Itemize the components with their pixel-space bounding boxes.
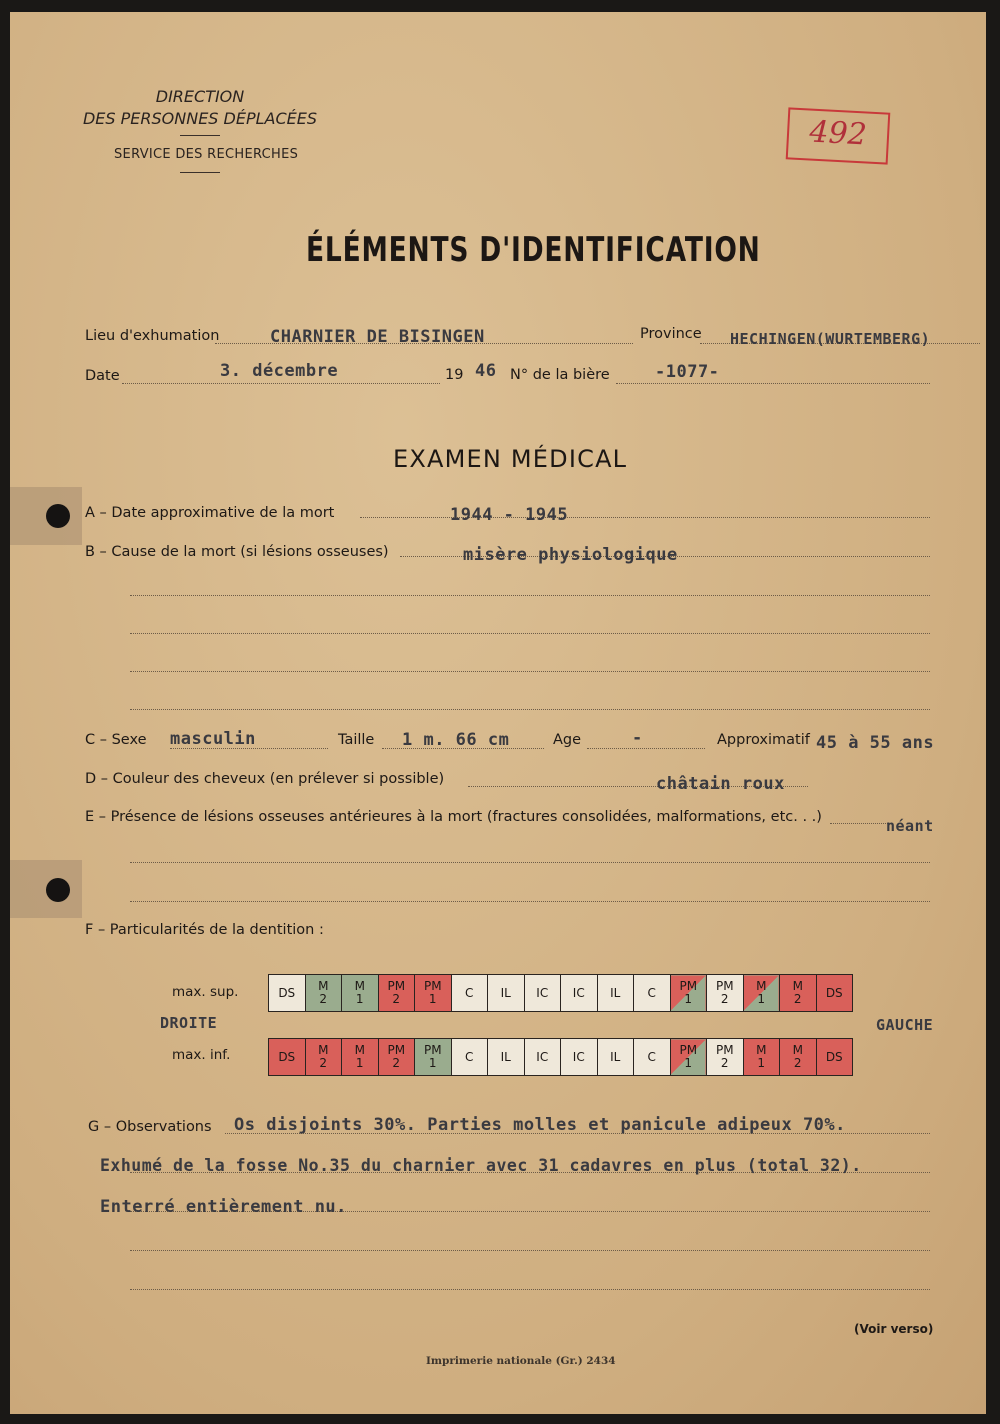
tooth-type: M [792, 1043, 803, 1057]
lower-tooth-ds [269, 1039, 306, 1076]
province-label: Province [640, 326, 702, 342]
lower-tooth-m1 [342, 1039, 379, 1076]
observation-line-3: Enterré entièrement nu. [100, 1197, 347, 1217]
e-extra-line [130, 862, 930, 863]
biere-label: N° de la bière [510, 367, 610, 383]
tooth-type: PM [423, 979, 442, 993]
printer-imprint: Imprimerie nationale (Gr.) 2434 [426, 1355, 616, 1367]
punch-hole [46, 504, 70, 528]
upper-tooth-il [597, 975, 634, 1012]
lower-tooth-pm2 [707, 1039, 744, 1076]
g-label: G – Observations [88, 1119, 212, 1135]
punch-hole [46, 878, 70, 902]
tooth-number: 2 [392, 992, 401, 1006]
d-label: D – Couleur des cheveux (en prélever si possible) [85, 771, 445, 787]
tooth-number: 1 [684, 992, 693, 1006]
header-rule [180, 172, 220, 173]
tooth-type: IC [572, 985, 585, 1000]
tooth-number: 2 [720, 992, 729, 1006]
tooth-type: IC [536, 985, 549, 1000]
upper-tooth-pm1 [415, 975, 452, 1012]
tooth-type: C [465, 1049, 474, 1064]
tooth-type: IL [610, 1049, 621, 1064]
upper-tooth-m2 [780, 975, 817, 1012]
lower-tooth-pm1 [415, 1039, 452, 1076]
tooth-type: PM [715, 979, 734, 993]
lower-tooth-m2 [305, 1039, 342, 1076]
tooth-type: M [792, 979, 803, 993]
tooth-type: PM [387, 979, 406, 993]
tooth-number: 1 [757, 1056, 766, 1070]
upper-tooth-pm2 [707, 975, 744, 1012]
upper-tooth-ic [524, 975, 561, 1012]
sexe-value: masculin [170, 729, 256, 749]
tooth-number: 1 [684, 1056, 693, 1070]
b-extra-line [130, 633, 930, 634]
date-dotted-line [122, 383, 440, 384]
d-value: châtain roux [656, 774, 785, 794]
province-value: HECHINGEN(WURTEMBERG) [730, 330, 931, 348]
lower-tooth-c [634, 1039, 671, 1076]
year-value: 46 [475, 361, 497, 381]
observation-line-1: Os disjoints 30%. Parties molles et panicule adipeux 70%. [234, 1115, 846, 1135]
tooth-number: 1 [355, 1056, 364, 1070]
header-rule [180, 135, 220, 136]
lower-tooth-c [451, 1039, 488, 1076]
e-extra-line [130, 901, 930, 902]
tooth-number: 2 [319, 992, 328, 1006]
tooth-number: 1 [757, 992, 766, 1006]
e-label: E – Présence de lésions osseuses antérieures à la mort (fractures consolidées, malformations, etc. . .) [85, 809, 822, 825]
approx-label: Approximatif [717, 732, 810, 748]
upper-tooth-ds [816, 975, 853, 1012]
taille-value: 1 m. 66 cm [402, 730, 510, 750]
b-extra-line [130, 671, 930, 672]
a-dotted-line [360, 517, 930, 518]
tooth-type: IL [610, 985, 621, 1000]
e-value: néant [886, 817, 934, 835]
header-department: DES PERSONNES DÉPLACÉES [82, 109, 318, 128]
tooth-number: 2 [319, 1056, 328, 1070]
tooth-type: DS [825, 1049, 843, 1064]
tooth-type: DS [825, 985, 843, 1000]
lower-tooth-pm2 [378, 1039, 415, 1076]
tooth-type: IL [500, 1049, 511, 1064]
tooth-type: PM [679, 979, 698, 993]
observation-line-2: Exhumé de la fosse No.35 du charnier avec 31 cadavres en plus (total 32). [100, 1156, 862, 1175]
upper-tooth-m2 [305, 975, 342, 1012]
tooth-number: 2 [793, 992, 802, 1006]
tooth-number: 2 [720, 1056, 729, 1070]
tooth-type: IL [500, 985, 511, 1000]
exam-title: EXAMEN MÉDICAL [393, 445, 628, 473]
a-value: 1944 - 1945 [450, 505, 569, 525]
tooth-number: 1 [428, 1056, 437, 1070]
tooth-type: M [354, 1043, 365, 1057]
date-label: Date [85, 368, 120, 384]
tooth-type: PM [423, 1043, 442, 1057]
tooth-type: PM [679, 1043, 698, 1057]
tooth-type: C [647, 985, 656, 1000]
lower-tooth-ds [816, 1039, 853, 1076]
tooth-type: DS [278, 1049, 296, 1064]
lower-teeth-chart [268, 1038, 853, 1076]
approx-value: 45 à 55 ans [816, 733, 935, 753]
lower-tooth-m1 [743, 1039, 780, 1076]
tooth-number: 1 [355, 992, 364, 1006]
b-extra-line [130, 709, 930, 710]
a-label: A – Date approximative de la mort [85, 505, 335, 521]
tooth-type: PM [387, 1043, 406, 1057]
c-label: C – Sexe [85, 732, 147, 748]
b-label: B – Cause de la mort (si lésions osseuses) [85, 544, 389, 560]
tooth-type: M [756, 1043, 767, 1057]
lieu-value: CHARNIER DE BISINGEN [270, 327, 485, 347]
tooth-type: DS [278, 985, 296, 1000]
biere-dotted-line [616, 383, 930, 384]
tooth-type: M [318, 1043, 329, 1057]
file-number-stamp: 492 [786, 107, 891, 164]
tooth-type: C [647, 1049, 656, 1064]
date-value: 3. décembre [220, 361, 339, 381]
upper-tooth-m1 [743, 975, 780, 1012]
tooth-type: PM [715, 1043, 734, 1057]
age-value: - [632, 728, 643, 748]
f-label: F – Particularités de la dentition : [85, 922, 324, 938]
tooth-number: 1 [428, 992, 437, 1006]
lower-tooth-pm1 [670, 1039, 707, 1076]
upper-tooth-pm1 [670, 975, 707, 1012]
age-dotted-line [587, 748, 705, 749]
tooth-type: IC [572, 1049, 585, 1064]
upper-tooth-ds [269, 975, 306, 1012]
upper-tooth-ic [561, 975, 598, 1012]
tooth-number: 2 [793, 1056, 802, 1070]
upper-teeth-chart [268, 974, 853, 1012]
g-dotted-line [130, 1289, 930, 1290]
taille-label: Taille [338, 732, 375, 748]
year-prefix: 19 [445, 367, 464, 383]
tooth-type: M [354, 979, 365, 993]
upper-tooth-m1 [342, 975, 379, 1012]
upper-tooth-c [451, 975, 488, 1012]
age-label: Age [553, 732, 582, 748]
lieu-label: Lieu d'exhumation [85, 328, 220, 344]
droite-label: DROITE [160, 1014, 218, 1032]
biere-value: -1077- [655, 362, 720, 382]
document-page [10, 12, 986, 1414]
tooth-type: C [465, 985, 474, 1000]
header-direction: DIRECTION [155, 87, 245, 106]
voir-verso: (Voir verso) [854, 1322, 934, 1336]
lower-tooth-il [488, 1039, 525, 1076]
tooth-number: 2 [392, 1056, 401, 1070]
upper-tooth-c [634, 975, 671, 1012]
lower-tooth-ic [524, 1039, 561, 1076]
gauche-label: GAUCHE [876, 1016, 934, 1034]
e-dotted-line [830, 823, 890, 824]
max-sup-label: max. sup. [172, 984, 239, 1000]
lower-tooth-m2 [780, 1039, 817, 1076]
tooth-type: M [756, 979, 767, 993]
b-value: misère physiologique [463, 545, 678, 565]
lower-tooth-ic [561, 1039, 598, 1076]
document-title: ÉLÉMENTS D'IDENTIFICATION [306, 230, 761, 270]
g-dotted-line [130, 1250, 930, 1251]
b-extra-line [130, 595, 930, 596]
tooth-type: M [318, 979, 329, 993]
tooth-type: IC [536, 1049, 549, 1064]
max-inf-label: max. inf. [172, 1047, 231, 1063]
upper-tooth-il [488, 975, 525, 1012]
lower-tooth-il [597, 1039, 634, 1076]
header-service: SERVICE DES RECHERCHES [114, 147, 299, 162]
upper-tooth-pm2 [378, 975, 415, 1012]
